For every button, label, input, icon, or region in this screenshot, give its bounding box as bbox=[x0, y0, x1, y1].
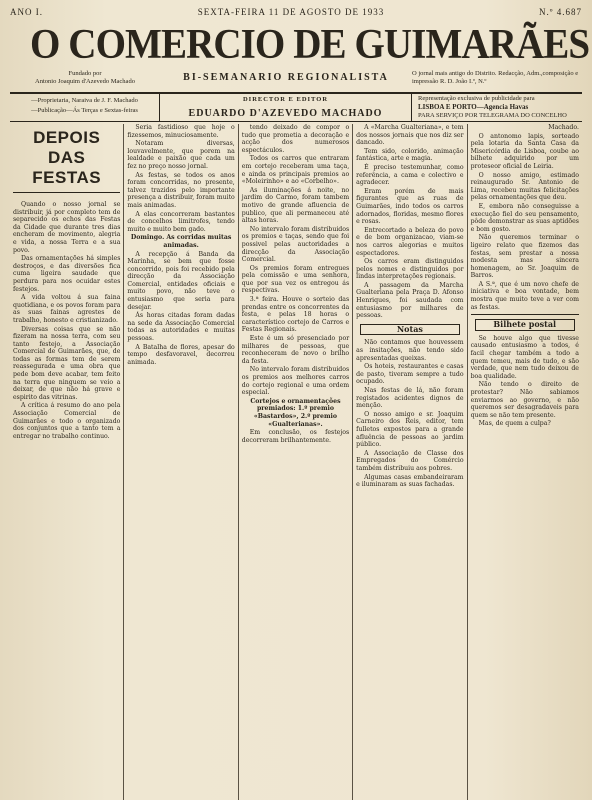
paragraph: Não contamos que houvessem as insitações, não tendo sido apresentadas queixas. bbox=[356, 339, 464, 362]
subtitle: BI-SEMANARIO REGIONALISTA bbox=[183, 72, 389, 83]
paragraph: Eram porém de mais figurantes que as ruas de Guimarães, indo todos os carros adornados, floridas, mesmo flores e rosas. bbox=[356, 187, 464, 226]
paragraph: Algumas casas embandeiraram e iluminaram as suas fachadas. bbox=[356, 473, 464, 489]
paragraph: A S.ª, que é um novo chefe de iniciativa e boa vontade, bem mostra que muito teve a ver com as festas. bbox=[470, 280, 579, 311]
director-label: DIRECTOR E EDITOR bbox=[242, 96, 329, 103]
paragraph: O antonomo lapis, sorteado pela lotaria da Santa Casa da Misericórdia de Lisboa, coube ao bilhete adquirido por um proteseor oficial de Leiria. bbox=[470, 132, 579, 170]
paragraph: tendo deixado de compor o tudo que prometia a decoração e acção dos numerosos espectáculos. bbox=[241, 124, 350, 154]
paragraph: Todos os carros que entraram em cortejo receberam uma taça, e ainda os principais premios ao «Moleirinho» e ao «Corbelho». bbox=[241, 155, 350, 186]
paragraph: E, embora não conseguisse a execução fiel do seu pensamento, pôde demonstrar as suas aptidões e bom gosto. bbox=[470, 202, 579, 233]
article-headline: DEPOIS DAS FESTAS bbox=[13, 124, 120, 193]
paragraph: Seria fastidioso que hoje o fizessemos, minuciosamente. bbox=[127, 124, 235, 139]
dateline bbox=[10, 4, 582, 20]
paragraph: Os hoteis, restaurantes e casas de pasto, tiveram sempre a tudo ocupado. bbox=[356, 363, 464, 386]
paragraph: Diversas coisas que se não fizeram na nossa terra, com seu tanto festejo, a Associação Comercial de Guimarães, que, de todas as formas tem de serem reassegurada e uma obra que pede bom deve acabar, tem feito na terra que ninguem se veio a deixar, de que não há grave e espirito das vitrinas. bbox=[13, 325, 121, 401]
subhead bbox=[10, 70, 582, 92]
paragraph: Tem sido, colorido, animação fantástica, arte e magia. bbox=[356, 147, 464, 163]
paragraph: Este é um só presenciado por milhares de pessoas, que reconheceram de novo o brilho da festa. bbox=[241, 335, 350, 365]
paragraph: A vida voltou á sua faina quotidiana, e os povos foram para as suas fainas agrestes de trabalho, honesto e cristianizado. bbox=[13, 294, 121, 324]
rep-note: PARA SERVIÇO POR TELEGRAMA DO CONCELHO bbox=[418, 112, 567, 119]
paragraph: A Batalha de flores, apesar do tempo desfavoravel, decorreu animada. bbox=[127, 343, 235, 366]
issue-date: SEXTA-FEIRA 11 DE AGOSTO DE 1933 bbox=[197, 7, 385, 17]
paragraph: No intervalo foram distribuidos os premios aos melhores carros do cortejo regional e uma ordem especial. bbox=[241, 366, 350, 397]
publication-line: —Publicação—Ás Terças e Sextas-feiras bbox=[31, 107, 138, 114]
paragraph: A elas concorreram bastantes de concelhos limitrofes, tendo muito e muito bem gado. bbox=[127, 210, 235, 233]
rep-line: Representação exclusiva de publicidade para bbox=[418, 95, 535, 102]
founded-label: Fundado por bbox=[68, 70, 102, 77]
column-1 bbox=[10, 124, 124, 800]
paragraph: A Associação de Classe dos Empregados do Comércio também distribuiu aos pobres. bbox=[356, 449, 464, 472]
column-2 bbox=[124, 124, 238, 800]
official-note: O jornal mais antigo do Distrito. Redacção, Adm.,composição e impressão R. D. João I.º, N.º bbox=[412, 70, 579, 85]
column-5 bbox=[468, 124, 582, 800]
paragraph: As iluminações á noite, no jardim do Carmo, foram tambem motivo de grande afluencia de publico, que ali permaneceu até altas horas. bbox=[241, 186, 350, 225]
paragraph: No intervalo foram distribuidos os premios e taças, sendo que foi possivel pelas auctoridades a direcção da Associação Comercial. bbox=[241, 225, 350, 264]
paragraph: Entrecortado a beleza do povo e de bom organizacao, viam-se nos carros alegorias e muitos espectadores. bbox=[356, 226, 464, 257]
founder-name: Antonio Joaquim d'Azevedo Machado bbox=[35, 78, 135, 85]
paragraph: Não queremos terminar o ligeiro relato que fizemos das festas, sem prestar a nossa modesta mas sincera homenagem, ao Sr. Joaquim de Barros. bbox=[470, 234, 579, 280]
rep-city: LISBOA E PORTO—Agencia Havas bbox=[418, 103, 529, 111]
column-3 bbox=[239, 124, 353, 800]
article-columns bbox=[10, 124, 582, 800]
paragraph: A passagem da Marcha Gualteriana pela Praça D. Afonso Henriques, foi saudada com entusiasmo por milhares de pessoas. bbox=[356, 281, 464, 320]
representation-block bbox=[412, 94, 582, 121]
paragraph: Nas festas de lá, não foram registados acidentes dignos de menção. bbox=[356, 387, 464, 410]
info-band bbox=[10, 92, 582, 122]
column-4 bbox=[353, 124, 467, 800]
paragraph: Os premios foram entregues pela comissão e uma senhora, que por sua vez os entregou ás respectivas. bbox=[241, 264, 350, 295]
section-heading: Domingo. As corridas muitas animadas. bbox=[130, 234, 232, 249]
founder-block bbox=[10, 70, 160, 92]
paragraph: Não tendo o direito de protestar? Não sabiamos enviarmos ao governo, e não queremos ser desagradaveis para quem se não tem presente. bbox=[470, 381, 579, 419]
notes-heading: Notas bbox=[360, 324, 459, 336]
issue-number: N.º 4.687 bbox=[538, 7, 582, 17]
prize-heading: Cortejos e ornamentações premiados: 1.º premio «Bastardos», 2.º premio «Gualterianas». bbox=[250, 397, 341, 428]
paragraph: A recepção á Banda da Marinha, se bem que fosse concorrido, pois foi recebido pela direcção da Associação Comercial, entidades oficiais e muito povo, não teve o entusiasmo que seria para desejar. bbox=[127, 250, 235, 311]
paragraph: A crítica á resumo do ano pela Associação Comercial de Guimarães e todo o organizado dos conjuntos que a tanto tem a entregar no trabalho continuo. bbox=[13, 402, 121, 440]
paragraph: Notaram diversas, louvavelmente, que porem na lealdade e paixão que cada um fez no preço nosso jornal. bbox=[127, 140, 235, 170]
year-label: ANO I. bbox=[10, 7, 43, 17]
paragraph: As festas, se todos os anos foram concorridas, no presente, talvez trazidos pelo importante presença a distribuir, foram muito mais animadas. bbox=[127, 171, 235, 209]
paragraph: Os carros eram distinguidos pelos nomes e distinguidos por lindas interpretações regionais. bbox=[356, 258, 464, 281]
paragraph: 3.ª feira. Houve o sorteio das prendas entre os concorrentes da festa, e pelas 18 horas o característico cortejo de Carros e Festas Regionais. bbox=[241, 296, 350, 334]
paragraph: Quando o nosso jornal se distribuir, já por completo tem de separecido os echos das Festas da Cidade que durante tres dias encheram de movimento, alegria e vida, a nossa Terra e a sua povo. bbox=[13, 201, 121, 254]
paragraph: O nosso amigo, estimado reinaugurado Sr. Antonio de Lima, recebeu muitas felicitações pelas ornamentações que deu. bbox=[470, 171, 579, 202]
paragraph: Das ornamentações há simples destroços, e das diversões fica cuma ligeira saudade que perdura para nos ocuidar estes festejos. bbox=[13, 255, 121, 293]
masthead-title: O COMERCIO DE GUIMARÃES bbox=[30, 22, 590, 68]
paragraph: Machado. bbox=[548, 124, 579, 131]
paragraph: Em conclusão, os festejos decorreram brilhantemente. bbox=[241, 429, 350, 444]
paragraph: Se houve algo que tivesse causado entusiasmo a todos, é facil chegar também a todo a quem temeu, mais de tudo, e são verdade, que nem tudo deixou de boa qualidade. bbox=[470, 334, 579, 380]
paragraph: O nosso amigo e sr. Joaquim Carneiro dos Reis, editor, tem fulletos expostos para a grande afluência de pessoas ao jardim público. bbox=[356, 410, 464, 449]
divider bbox=[471, 314, 579, 315]
director-name: EDUARDO D'AZEVEDO MACHADO bbox=[188, 108, 383, 119]
owner-line: —Proprietaria, Naraiva de J. F. Machado bbox=[31, 97, 138, 104]
paragraph: Ás horas citadas foram dadas na sede da Associação Comercial todas as autoridades e muitas pessoas. bbox=[127, 312, 235, 343]
paragraph: É preciso testemunhar, como referência, a cama e colectivo e agradecer. bbox=[356, 163, 464, 187]
director-block bbox=[160, 94, 412, 121]
owner-block bbox=[10, 94, 160, 121]
paragraph: Mas, de quem a culpa? bbox=[478, 420, 551, 428]
paragraph: A «Marcha Gualteriana», e tem dos nossos jornais que nos diz ser dancado. bbox=[356, 124, 464, 147]
postcard-heading: Bilhete postal bbox=[475, 319, 575, 331]
